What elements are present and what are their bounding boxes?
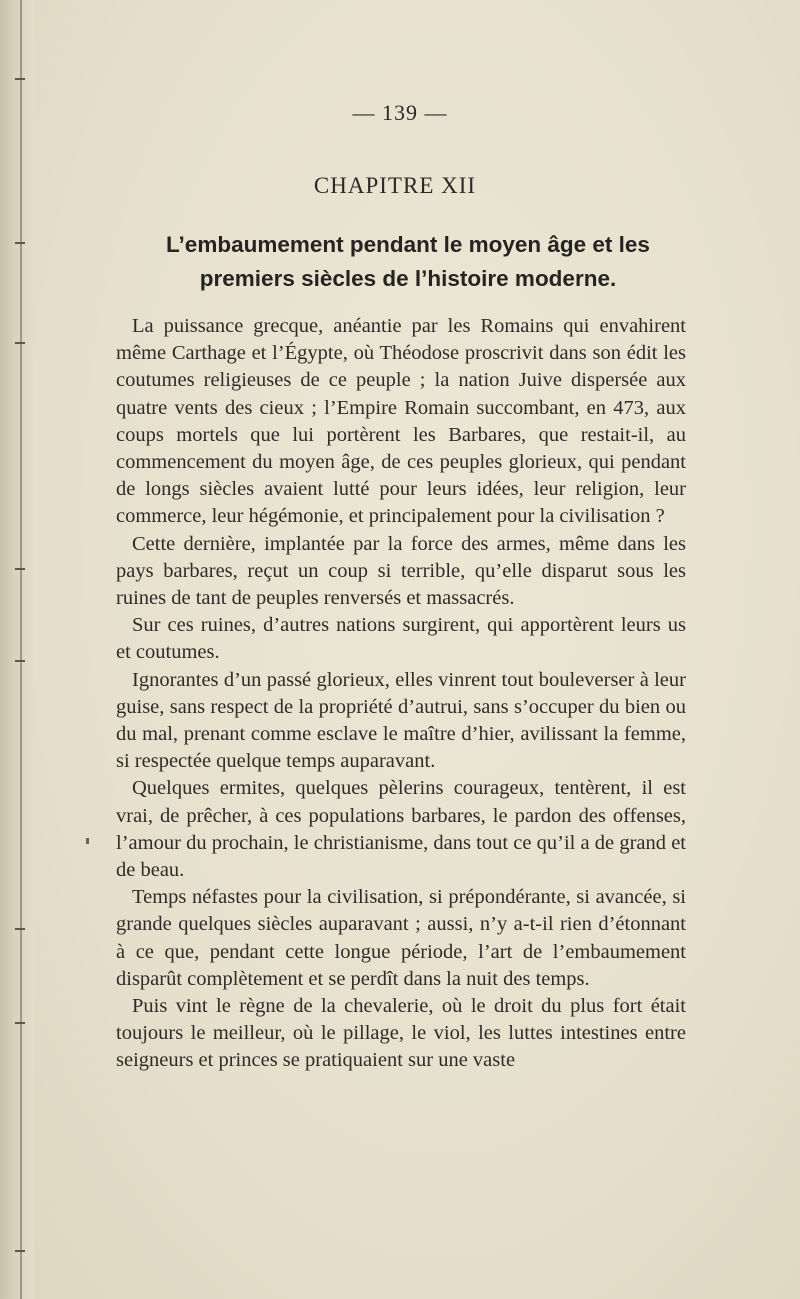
binding-mark xyxy=(15,242,25,244)
paragraph: La puissance grecque, anéantie par les Romains qui envahirent même Carthage et l’Égypte, où Théodose proscrivit dans son édit les coutumes religieuses de ce peuple ; la nation Juive dispersée aux quatre vents des cieux ; l’Empire Romain succombant, en 473, aux coups mortels que lui portèrent les Barbares, que restait-il, au commencement du moyen âge, de ces peuples glorieux, qui pendant de longs siècles avaient lutté pour leurs idées, leur religion, leur commerce, leur hégémonie, et principalement pour la civilisation ? xyxy=(116,315,686,528)
binding-mark xyxy=(15,1250,25,1252)
paragraph: Sur ces ruines, d’autres nations surgirent, qui apportèrent leurs us et coutumes. xyxy=(116,614,686,664)
paragraph: Cette dernière, implantée par la force des armes, même dans les pays barbares, reçut un coup si terrible, qu’elle disparut sous les ruines de tant de peuples renversés et massacrés. xyxy=(116,532,686,610)
chapter-title-line-2: premiers siècles de l’histoire moderne. xyxy=(199,266,617,291)
chapter-heading: CHAPITRE XII xyxy=(313,173,477,198)
binding-mark xyxy=(15,660,25,662)
binding-mark xyxy=(15,1022,25,1024)
page-number: — 139 — xyxy=(352,100,448,125)
paragraph: Puis vint le règne de la chevalerie, où le droit du plus fort était toujours le meilleur, où le pillage, le viol, les luttes intestines entre seigneurs et princes se pratiquaient sur une vaste xyxy=(116,995,686,1072)
paragraph: Temps néfastes pour la civilisation, si prépondérante, si avancée, si grande quelques siècles auparavant ; aussi, n’y a-t-il rien d’étonnant à ce que, pendant cette longue période, l’art de l’embaumement disparût complètement et se perdît dans la nuit des temps. xyxy=(116,886,686,990)
binding-mark xyxy=(15,928,25,930)
chapter-title xyxy=(118,228,698,296)
binding-mark xyxy=(15,568,25,570)
paragraph: Quelques ermites, quelques pèlerins courageux, tentèrent, il est vrai, de prêcher, à ces populations barbares, le pardon des offenses, l’amour du prochain, le christianisme, dans tout ce qu’il a de grand et de beau. xyxy=(116,777,686,882)
chapter-title-line-1: L’embaumement pendant le moyen âge et les xyxy=(166,232,650,257)
paragraph: Ignorantes d’un passé glorieux, elles vinrent tout bouleverser à leur guise, sans respect de la propriété d’autrui, sans s’occuper du bien ou du mal, prenant comme esclave le maître d’hier, avilissant la femme, si respectée quelque temps auparavant. xyxy=(116,668,686,773)
binding-mark xyxy=(15,342,25,344)
ink-speck xyxy=(86,838,89,844)
body-text xyxy=(116,313,686,1075)
binding-mark xyxy=(15,78,25,80)
